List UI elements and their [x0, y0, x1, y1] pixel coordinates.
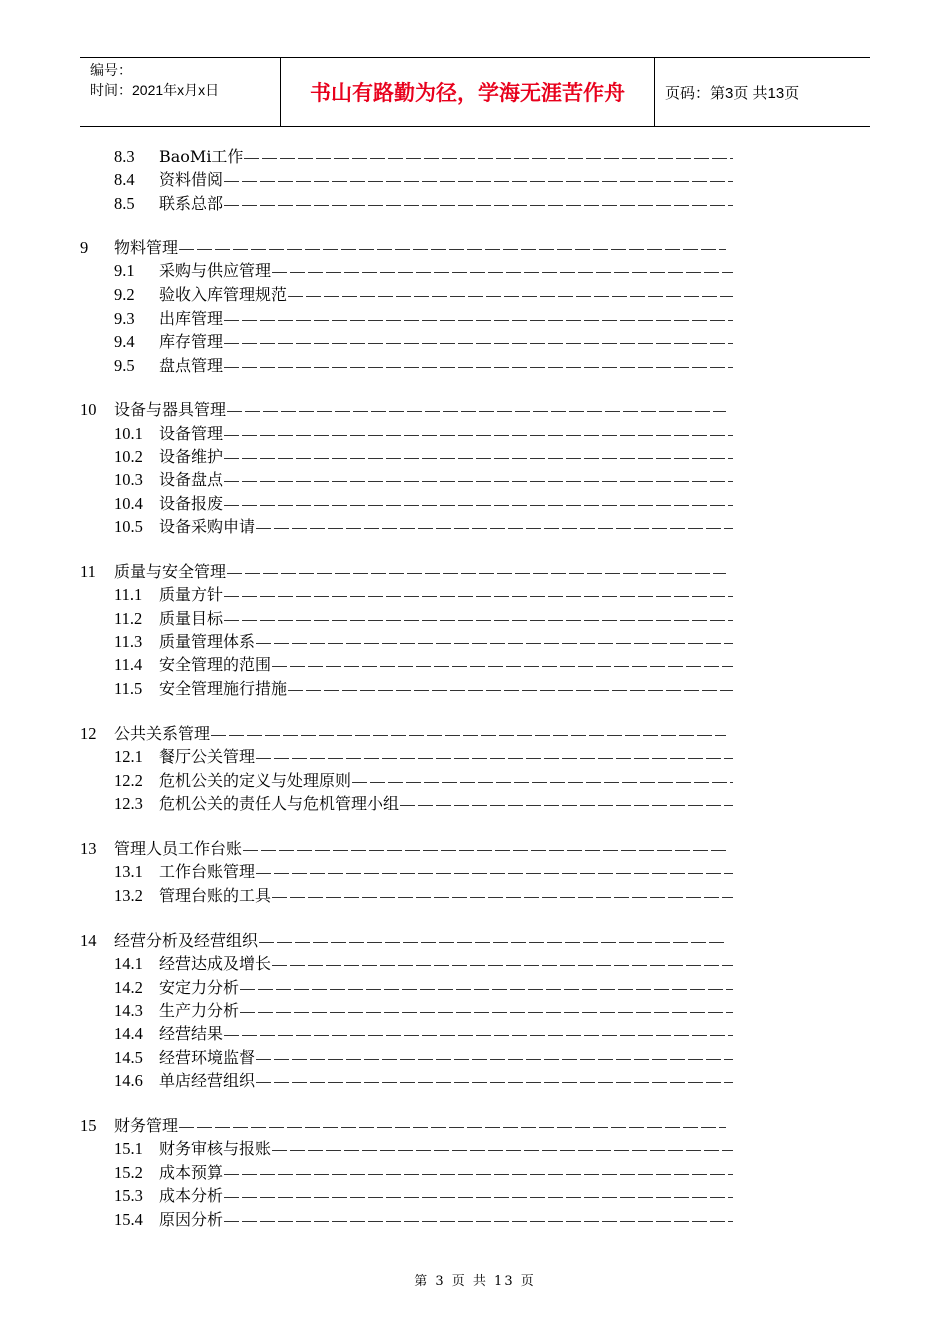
toc-leader-line	[272, 897, 733, 898]
toc-title: 经营结果	[159, 1024, 224, 1043]
toc-leader-line	[224, 1035, 733, 1036]
toc-leader-line	[244, 158, 733, 159]
toc-subsection	[114, 308, 733, 330]
toc-subsection	[114, 493, 733, 515]
toc-title: 设备与器具管理	[114, 400, 227, 419]
toc-subsection	[114, 584, 733, 606]
toc-subsection	[114, 260, 733, 282]
header-page-info: 页码：第3页 共13页	[665, 84, 800, 102]
toc-title: 成本分析	[159, 1186, 224, 1205]
toc-number: 10.4	[114, 494, 143, 513]
toc-subsection	[114, 770, 733, 792]
toc-title: 管理人员工作台账	[114, 839, 243, 858]
toc-number: 15.2	[114, 1163, 143, 1182]
toc-subsection	[114, 793, 733, 815]
toc-title: 经营环境监督	[159, 1048, 256, 1067]
toc-subsection	[114, 654, 733, 676]
toc-leader-line	[240, 989, 733, 990]
toc-leader-line	[352, 782, 733, 783]
toc-subsection	[114, 885, 733, 907]
toc-subsection	[114, 678, 733, 700]
toc-leader-line	[224, 367, 733, 368]
toc-subsection	[114, 1162, 733, 1184]
toc-title: 安全管理的范围	[159, 655, 272, 674]
toc-title: 出库管理	[159, 309, 224, 328]
toc-subsection	[114, 631, 733, 653]
toc-title: 质量方针	[159, 585, 224, 604]
toc-number: 9.3	[114, 309, 135, 328]
toc-leader-line	[224, 435, 733, 436]
toc-title: 联系总部	[159, 194, 224, 213]
toc-subsection	[114, 355, 733, 377]
document-code-label: 编号：	[90, 62, 132, 78]
toc-number: 10	[80, 400, 97, 419]
toc-title: 工作台账管理	[159, 862, 256, 881]
toc-leader-line	[224, 320, 733, 321]
toc-section	[80, 930, 726, 952]
toc-leader-line	[227, 411, 726, 412]
toc-title: 质量与安全管理	[114, 562, 227, 581]
toc-title: 物料管理	[114, 238, 179, 257]
toc-leader-line	[256, 528, 733, 529]
toc-number: 14.4	[114, 1024, 143, 1043]
toc-title: 质量管理体系	[159, 632, 256, 651]
toc-title: BaoMi工作	[159, 147, 244, 166]
toc-number: 10.3	[114, 470, 143, 489]
toc-number: 14.2	[114, 978, 143, 997]
toc-title: 验收入库管理规范	[159, 285, 288, 304]
toc-number: 12.1	[114, 747, 143, 766]
toc-number: 10.5	[114, 517, 143, 536]
toc-leader-line	[211, 735, 726, 736]
toc-title: 公共关系管理	[114, 724, 211, 743]
toc-leader-line	[288, 296, 733, 297]
toc-title: 财务审核与报账	[159, 1139, 272, 1158]
toc-title: 质量目标	[159, 609, 224, 628]
toc-title: 采购与供应管理	[159, 261, 272, 280]
toc-title: 设备管理	[159, 424, 224, 443]
toc-leader-line	[224, 620, 733, 621]
toc-leader-line	[224, 205, 733, 206]
toc-leader-line	[259, 942, 726, 943]
toc-section	[80, 561, 726, 583]
toc-number: 15.1	[114, 1139, 143, 1158]
toc-subsection	[114, 469, 733, 491]
toc-number: 14.6	[114, 1071, 143, 1090]
toc-leader-line	[224, 1197, 733, 1198]
toc-leader-line	[224, 343, 733, 344]
toc-subsection	[114, 331, 733, 353]
header-motto: 书山有路勤为径，学海无涯苦作舟	[280, 58, 655, 126]
toc-number: 9.1	[114, 261, 135, 280]
toc-title: 设备采购申请	[159, 517, 256, 536]
toc-number: 10.1	[114, 424, 143, 443]
toc-section	[80, 237, 726, 259]
toc-subsection	[114, 193, 733, 215]
document-time-label: 时间：2021年x月x日	[90, 82, 220, 98]
toc-leader-line	[224, 458, 733, 459]
toc-title: 管理台账的工具	[159, 886, 272, 905]
toc-title: 危机公关的责任人与危机管理小组	[159, 794, 400, 813]
toc-title: 资料借阅	[159, 170, 224, 189]
toc-subsection	[114, 861, 733, 883]
page-footer: 第 3 页 共 13 页	[414, 1274, 536, 1289]
toc-subsection	[114, 977, 733, 999]
toc-subsection	[114, 746, 733, 768]
toc-leader-line	[224, 505, 733, 506]
toc-subsection	[114, 1070, 733, 1092]
toc-subsection	[114, 953, 733, 975]
toc-leader-line	[256, 873, 733, 874]
toc-subsection	[114, 146, 733, 168]
toc-number: 14.5	[114, 1048, 143, 1067]
toc-title: 餐厅公关管理	[159, 747, 256, 766]
toc-title: 安定力分析	[159, 978, 240, 997]
toc-subsection	[114, 446, 733, 468]
toc-number: 15	[80, 1116, 97, 1135]
toc-title: 单店经营组织	[159, 1071, 256, 1090]
toc-subsection	[114, 1209, 733, 1231]
toc-subsection	[114, 1185, 733, 1207]
toc-leader-line	[224, 481, 733, 482]
toc-number: 11.1	[114, 585, 143, 604]
toc-number: 12.2	[114, 771, 143, 790]
toc-leader-line	[224, 1221, 733, 1222]
toc-leader-line	[224, 1174, 733, 1175]
toc-number: 15.4	[114, 1210, 143, 1229]
toc-number: 14.3	[114, 1001, 143, 1020]
toc-leader-line	[272, 272, 733, 273]
toc-number: 11.5	[114, 679, 143, 698]
toc-number: 11.4	[114, 655, 143, 674]
toc-title: 财务管理	[114, 1116, 179, 1135]
toc-section	[80, 399, 726, 421]
toc-number: 9.2	[114, 285, 135, 304]
toc-number: 9.4	[114, 332, 135, 351]
toc-number: 14	[80, 931, 97, 950]
toc-section	[80, 723, 726, 745]
toc-leader-line	[227, 573, 726, 574]
toc-title: 经营分析及经营组织	[114, 931, 259, 950]
toc-title: 经营达成及增长	[159, 954, 272, 973]
toc-section	[80, 1115, 726, 1137]
toc-title: 设备报废	[159, 494, 224, 513]
toc-leader-line	[272, 965, 733, 966]
toc-leader-line	[256, 1059, 733, 1060]
toc-number: 12.3	[114, 794, 143, 813]
toc-number: 9	[80, 238, 89, 257]
toc-number: 13.2	[114, 886, 143, 905]
toc-leader-line	[272, 1150, 733, 1151]
toc-title: 设备维护	[159, 447, 224, 466]
toc-title: 成本预算	[159, 1163, 224, 1182]
toc-number: 11	[80, 562, 96, 581]
toc-leader-line	[179, 249, 726, 250]
toc-subsection	[114, 608, 733, 630]
toc-title: 设备盘点	[159, 470, 224, 489]
toc-leader-line	[224, 181, 733, 182]
toc-number: 8.4	[114, 170, 135, 189]
toc-leader-line	[240, 1012, 733, 1013]
toc-subsection	[114, 1138, 733, 1160]
toc-leader-line	[272, 666, 733, 667]
toc-subsection	[114, 1000, 733, 1022]
toc-number: 10.2	[114, 447, 143, 466]
toc-title: 危机公关的定义与处理原则	[159, 771, 352, 790]
toc-number: 11.2	[114, 609, 143, 628]
toc-number: 12	[80, 724, 97, 743]
toc-number: 13.1	[114, 862, 143, 881]
toc-leader-line	[256, 643, 733, 644]
toc-section	[80, 838, 726, 860]
toc-title: 安全管理施行措施	[159, 679, 288, 698]
toc-subsection	[114, 284, 733, 306]
toc-leader-line	[256, 1082, 733, 1083]
toc-title: 原因分析	[159, 1210, 224, 1229]
toc-subsection	[114, 516, 733, 538]
toc-subsection	[114, 1047, 733, 1069]
toc-number: 13	[80, 839, 97, 858]
toc-leader-line	[224, 596, 733, 597]
toc-number: 8.3	[114, 147, 135, 166]
toc-number: 9.5	[114, 356, 135, 375]
toc-leader-line	[179, 1127, 726, 1128]
toc-leader-line	[256, 758, 733, 759]
toc-subsection	[114, 1023, 733, 1045]
toc-number: 11.3	[114, 632, 143, 651]
toc-number: 15.3	[114, 1186, 143, 1205]
toc-leader-line	[400, 805, 733, 806]
toc-title: 库存管理	[159, 332, 224, 351]
toc-number: 8.5	[114, 194, 135, 213]
toc-leader-line	[288, 690, 733, 691]
toc-leader-line	[243, 850, 726, 851]
toc-title: 生产力分析	[159, 1001, 240, 1020]
toc-subsection	[114, 169, 733, 191]
toc-subsection	[114, 423, 733, 445]
toc-number: 14.1	[114, 954, 143, 973]
toc-title: 盘点管理	[159, 356, 224, 375]
